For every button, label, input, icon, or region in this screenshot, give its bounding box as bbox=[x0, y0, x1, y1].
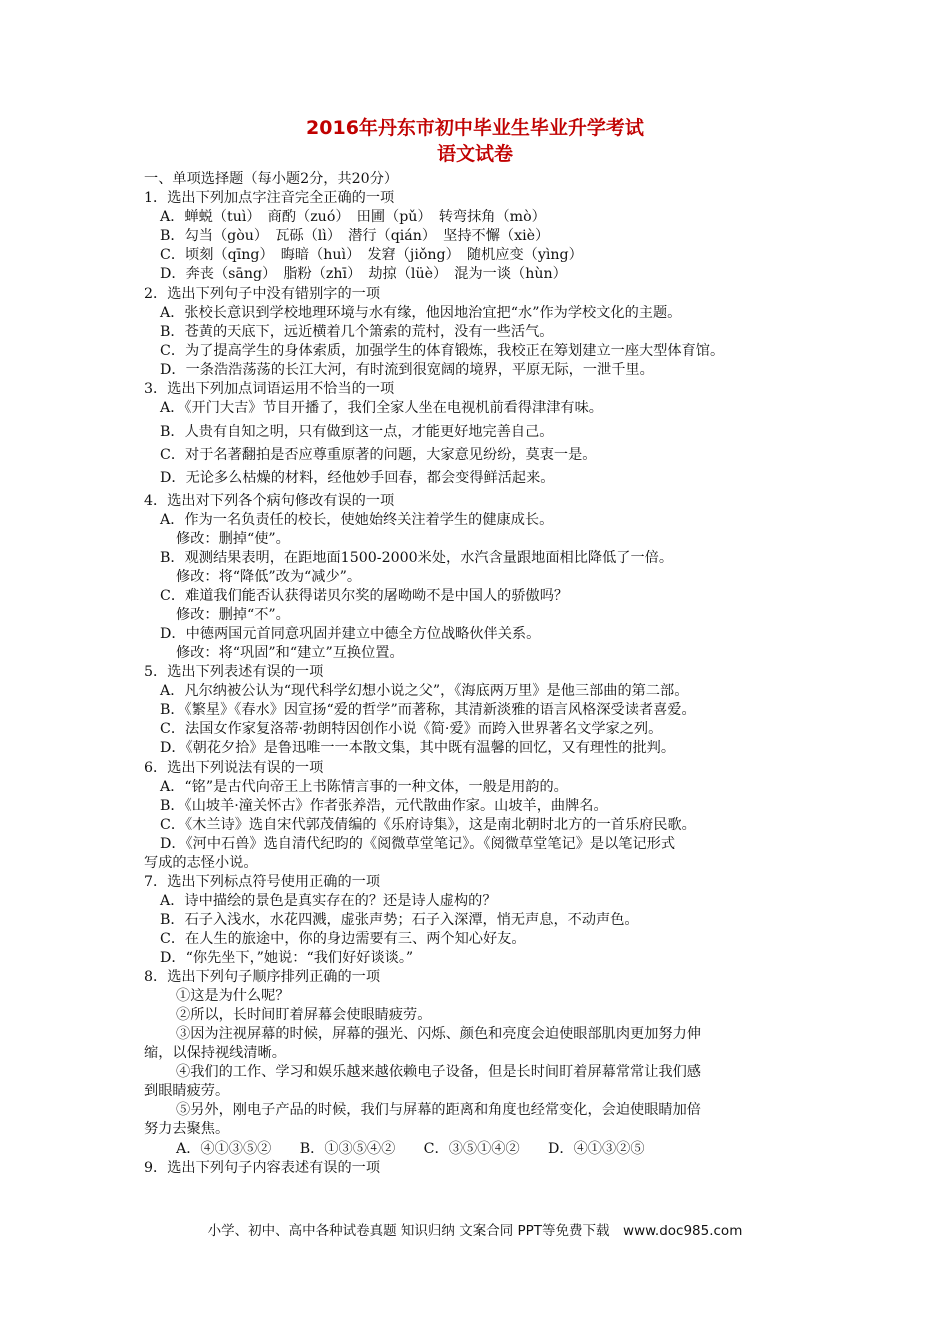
q6-option-a: A．“铭”是古代向帝王上书陈情言事的一种文体，一般是用韵的。 bbox=[160, 779, 568, 795]
q2-stem: 2．选出下列句子中没有错别字的一项 bbox=[144, 286, 381, 302]
q1-option-b: B．勾当（gòu） 瓦砾（lì） 潜行（qián） 坚持不懈（xiè） bbox=[160, 228, 550, 244]
q7-stem: 7．选出下列标点符号使用正确的一项 bbox=[144, 874, 381, 890]
exam-title: 2016年丹东市初中毕业生毕业升学考试 bbox=[306, 117, 644, 139]
q4-option-c-fix: 修改：删掉“不”。 bbox=[176, 607, 290, 623]
q5-stem: 5．选出下列表述有误的一项 bbox=[144, 664, 324, 680]
q8-sentence-3: ③因为注视屏幕的时候，屏幕的强光、闪烁、颜色和亮度会迫使眼部肌肉更加努力伸 bbox=[176, 1026, 701, 1042]
q1-stem: 1．选出下列加点字注音完全正确的一项 bbox=[144, 190, 395, 206]
q3-stem: 3．选出下列加点词语运用不恰当的一项 bbox=[144, 381, 395, 397]
q6-option-c: C．《木兰诗》选自宋代郭茂倩编的《乐府诗集》，这是南北朝时北方的一首乐府民歌。 bbox=[160, 817, 696, 833]
q4-option-b-fix: 修改：将“降低”改为“减少”。 bbox=[176, 569, 362, 585]
q8-sentence-3-continued: 缩，以保持视线清晰。 bbox=[144, 1045, 286, 1061]
q6-option-d: D．《河中石兽》选自清代纪昀的《阅微草堂笔记》。《阅微草堂笔记》是以笔记形式 bbox=[160, 836, 676, 852]
q7-option-d: D．“你先坐下，”她说：“我们好好谈谈。” bbox=[160, 950, 414, 966]
q8-stem: 8．选出下列句子顺序排列正确的一项 bbox=[144, 969, 381, 985]
q2-option-d: D．一条浩浩荡荡的长江大河，有时流到很宽阔的境界，平原无际，一泄千里。 bbox=[160, 362, 654, 378]
q6-option-b: B．《山坡羊·潼关怀古》作者张养浩，元代散曲作家。山坡羊，曲牌名。 bbox=[160, 798, 608, 814]
page-footer: 小学、初中、高中各种试卷真题 知识归纳 文案合同 PPT等免费下载 www.doc985.com bbox=[207, 1223, 743, 1239]
q7-option-a: A．诗中描绘的景色是真实存在的？还是诗人虚构的？ bbox=[160, 893, 497, 909]
q4-option-d-fix: 修改：将“巩固”和“建立”互换位置。 bbox=[176, 645, 404, 661]
q5-option-c: C．法国女作家复洛蒂·勃朗特因创作小说《简·爱》而跨入世界著名文学家之列。 bbox=[160, 721, 663, 737]
q4-stem: 4．选出对下列各个病句修改有误的一项 bbox=[144, 493, 395, 509]
q8-sentence-1: ①这是为什么呢？ bbox=[176, 988, 290, 1004]
q2-option-b: B．苍黄的天底下，远近横着几个箫索的荒村，没有一些活气。 bbox=[160, 324, 554, 340]
q9-stem: 9．选出下列句子内容表述有误的一项 bbox=[144, 1160, 381, 1176]
q8-sentence-5-continued: 努力去聚焦。 bbox=[144, 1121, 230, 1137]
q4-option-a-fix: 修改：删掉“使”。 bbox=[176, 531, 290, 547]
q3-option-a: A．《开门大吉》节目开播了，我们全家人坐在电视机前看得津津有味。 bbox=[160, 400, 603, 416]
q4-option-b: B．观测结果表明，在距地面1500-2000米处，水汽含量跟地面相比降低了一倍。 bbox=[160, 550, 674, 566]
q6-stem: 6．选出下列说法有误的一项 bbox=[144, 760, 324, 776]
q4-option-c: C．难道我们能否认获得诺贝尔奖的屠呦呦不是中国人的骄傲吗？ bbox=[160, 588, 569, 604]
q4-option-d: D．中德两国元首同意巩固并建立中德全方位战略伙伴关系。 bbox=[160, 626, 541, 642]
q3-option-b: B．人贵有自知之明，只有做到这一点，才能更好地完善自己。 bbox=[160, 424, 554, 440]
q3-option-d: D．无论多么枯燥的材料，经他妙手回春，都会变得鲜活起来。 bbox=[160, 470, 555, 486]
q8-options: A．④①③⑤② B．①③⑤④② C．③⑤①④② D．④①③②⑤ bbox=[176, 1141, 645, 1157]
exam-subtitle: 语文试卷 bbox=[436, 143, 513, 165]
q1-option-c: C．顷刻（qīng） 晦暗（huì） 发窘（jiǒng） 随机应变（yìng） bbox=[160, 247, 583, 263]
q8-sentence-5: ⑤另外，刚电子产品的时候，我们与屏幕的距离和角度也经常变化，会迫使眼睛加倍 bbox=[176, 1102, 701, 1118]
q5-option-a: A．凡尔纳被公认为“现代科学幻想小说之父”，《海底两万里》是他三部曲的第二部。 bbox=[160, 683, 689, 699]
q5-option-b: B．《繁星》《春水》因宣扬“爱的哲学”而著称，其清新淡雅的语言风格深受读者喜爱。 bbox=[160, 702, 696, 718]
q7-option-b: B．石子入浅水，水花四溅，虚张声势；石子入深潭，悄无声息，不动声色。 bbox=[160, 912, 639, 928]
q6-option-d-continued: 写成的志怪小说。 bbox=[144, 855, 258, 871]
q3-option-c: C．对于名著翻拍是否应尊重原著的问题，大家意见纷纷，莫衷一是。 bbox=[160, 447, 597, 463]
q4-option-a: A．作为一名负责任的校长，使她始终关注着学生的健康成长。 bbox=[160, 512, 554, 528]
q2-option-c: C．为了提高学生的身体索质，加强学生的体育锻炼，我校正在筹划建立一座大型体育馆。 bbox=[160, 343, 725, 359]
q7-option-c: C．在人生的旅途中，你的身边需要有三、两个知心好友。 bbox=[160, 931, 526, 947]
q2-option-a: A．张校长意识到学校地理环境与水有缘，他因地治宜把“水”作为学校文化的主题。 bbox=[160, 305, 682, 321]
q1-option-a: A．蝉蜕（tuì） 商酌（zuó） 田圃（pǔ） 转弯抹角（mò） bbox=[160, 209, 546, 225]
q8-sentence-4-continued: 到眼睛疲劳。 bbox=[144, 1083, 230, 1099]
q8-sentence-2: ②所以，长时间盯着屏幕会使眼睛疲劳。 bbox=[176, 1007, 432, 1023]
q1-option-d: D．奔丧（sāng） 脂粉（zhī） 劫掠（lüè） 混为一谈（hùn） bbox=[160, 266, 567, 282]
q8-sentence-4: ④我们的工作、学习和娱乐越来越依赖电子设备，但是长时间盯着屏幕常常让我们感 bbox=[176, 1064, 701, 1080]
section-heading: 一、单项选择题（每小题2分，共20分） bbox=[144, 171, 399, 187]
q5-option-d: D．《朝花夕拾》是鲁迅唯一一本散文集，其中既有温馨的回忆，又有理性的批判。 bbox=[160, 740, 676, 756]
